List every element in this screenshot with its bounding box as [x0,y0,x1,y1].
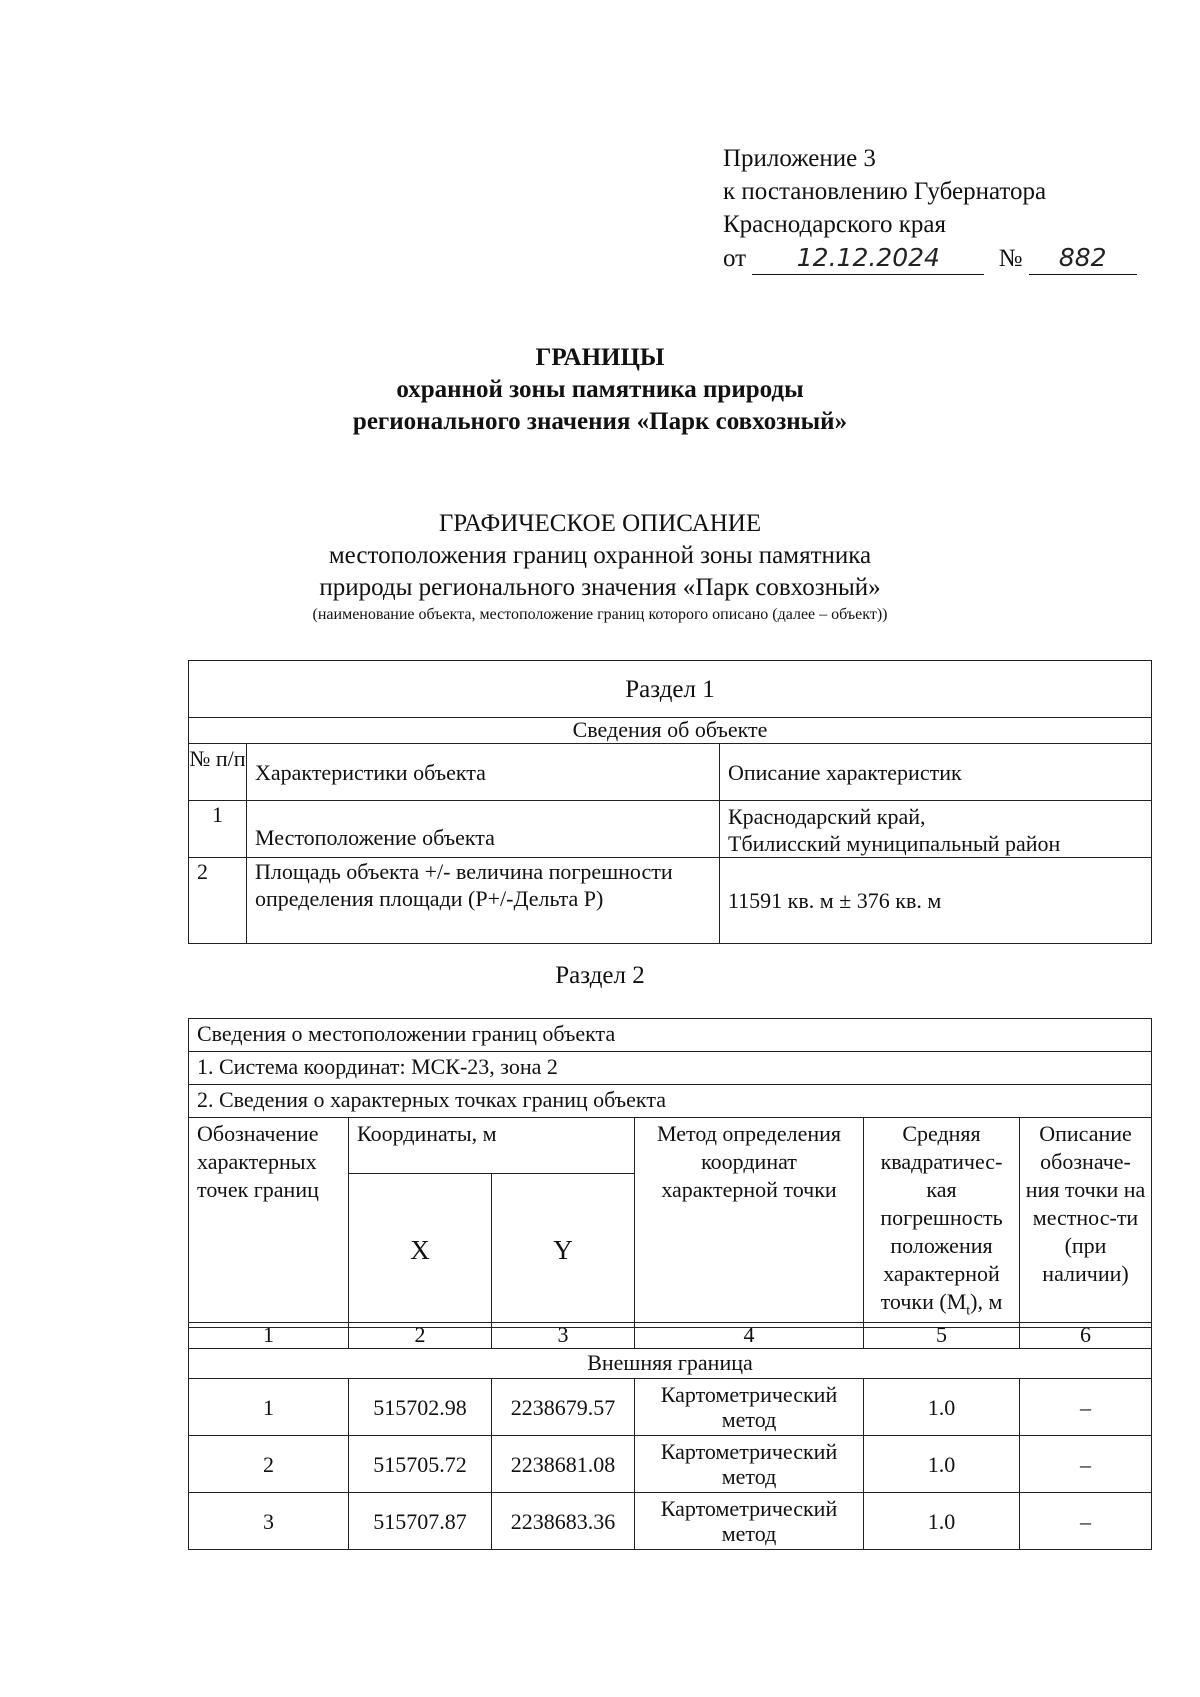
appendix-header [723,142,1163,275]
point-x: 515707.87 [349,1493,492,1550]
section2-info: Сведения о местоположении границ объекта [189,1019,1152,1052]
table-row [189,1436,1152,1493]
appendix-line: Краснодарского края [723,211,946,238]
point-error: 1.0 [864,1436,1020,1493]
graphic-description-note: (наименование объекта, местоположение границ которого описано (далее – объект)) [312,606,888,623]
point-description: – [1020,1436,1152,1493]
section2-header-table [188,1018,1152,1328]
point-y: 2238681.08 [492,1436,635,1493]
table-row [189,1493,1152,1550]
point-error: 1.0 [864,1379,1020,1436]
column-number: 5 [864,1323,1020,1349]
graphic-description-line: природы регионального значения «Парк совхозный» [319,574,881,601]
table-row [189,858,1152,944]
table-row [189,801,1152,858]
header-description: Описание характеристик [720,744,1152,801]
handwritten-number: 882 [1029,241,1137,275]
header-designation: Обозначение характерных точек границ [189,1118,349,1328]
point-method: Картометрический метод [635,1379,864,1436]
number-prefix: № [998,245,1023,272]
header-error-text: Средняя квадратичес-кая погрешность положения характерной точки (M [880,1121,1003,1314]
point-x: 515702.98 [349,1379,492,1436]
point-id: 1 [189,1379,349,1436]
column-number: 1 [189,1323,349,1349]
row-num: 1 [189,801,247,858]
description-line: Тбилисский муниципальный район [728,831,1061,856]
date-prefix: от [723,245,747,272]
section1-title: Раздел 1 [189,661,1152,718]
table-row [189,1379,1152,1436]
row-description [720,801,1152,858]
title-subheading: охранной зоны памятника природы [396,376,804,403]
graphic-description-heading: ГРАФИЧЕСКОЕ ОПИСАНИЕ [438,510,762,537]
row-characteristic: Площадь объекта +/- величина погрешности определения площади (P+/-Дельта P) [247,858,720,944]
header-method: Метод определения координат характерной точки [635,1118,864,1328]
row-num: 2 [189,858,247,944]
appendix-line: Приложение 3 [723,145,876,172]
column-number: 6 [1020,1323,1152,1349]
header-error-sub: t [966,1303,971,1319]
point-x: 515705.72 [349,1436,492,1493]
row-description: 11591 кв. м ± 376 кв. м [720,858,1152,944]
document-title [0,342,1200,438]
graphic-description-line: местоположения границ охранной зоны памятника [328,542,872,569]
point-description: – [1020,1493,1152,1550]
header-coordinates: Координаты, м [349,1118,635,1174]
title-heading: ГРАНИЦЫ [535,344,665,371]
point-method: Картометрический метод [635,1493,864,1550]
section1-subtitle: Сведения об объекте [189,718,1152,744]
point-id: 3 [189,1493,349,1550]
header-y: Y [492,1174,635,1328]
header-characteristic: Характеристики объекта [247,744,720,801]
boundary-label: Внешняя граница [189,1349,1152,1379]
section1-table [188,660,1152,944]
section2-data-table [188,1322,1152,1550]
column-number: 4 [635,1323,864,1349]
graphic-description [0,508,1200,626]
description-line: Краснодарский край, [728,804,926,829]
header-error-tail: ), м [970,1289,1003,1314]
point-method: Картометрический метод [635,1436,864,1493]
column-number: 3 [492,1323,635,1349]
section2-info: 1. Система координат: МСК-23, зона 2 [189,1052,1152,1085]
section2-info: 2. Сведения о характерных точках границ объекта [189,1085,1152,1118]
point-id: 2 [189,1436,349,1493]
header-error [864,1118,1020,1328]
appendix-date-line [723,241,1163,275]
column-number: 2 [349,1323,492,1349]
appendix-line: к постановлению Губернатора [723,178,1047,205]
header-x: X [349,1174,492,1328]
header-point-description: Описание обозначе-ния точки на местнос-ти (при наличии) [1020,1118,1152,1328]
point-y: 2238683.36 [492,1493,635,1550]
section2-title: Раздел 2 [555,962,645,989]
point-y: 2238679.57 [492,1379,635,1436]
title-subheading: регионального значения «Парк совхозный» [352,408,848,435]
point-error: 1.0 [864,1493,1020,1550]
handwritten-date: 12.12.2024 [752,241,984,275]
row-characteristic: Местоположение объекта [247,801,720,858]
point-description: – [1020,1379,1152,1436]
header-num: № п/п [189,744,247,801]
column-numbers-row [189,1323,1152,1349]
